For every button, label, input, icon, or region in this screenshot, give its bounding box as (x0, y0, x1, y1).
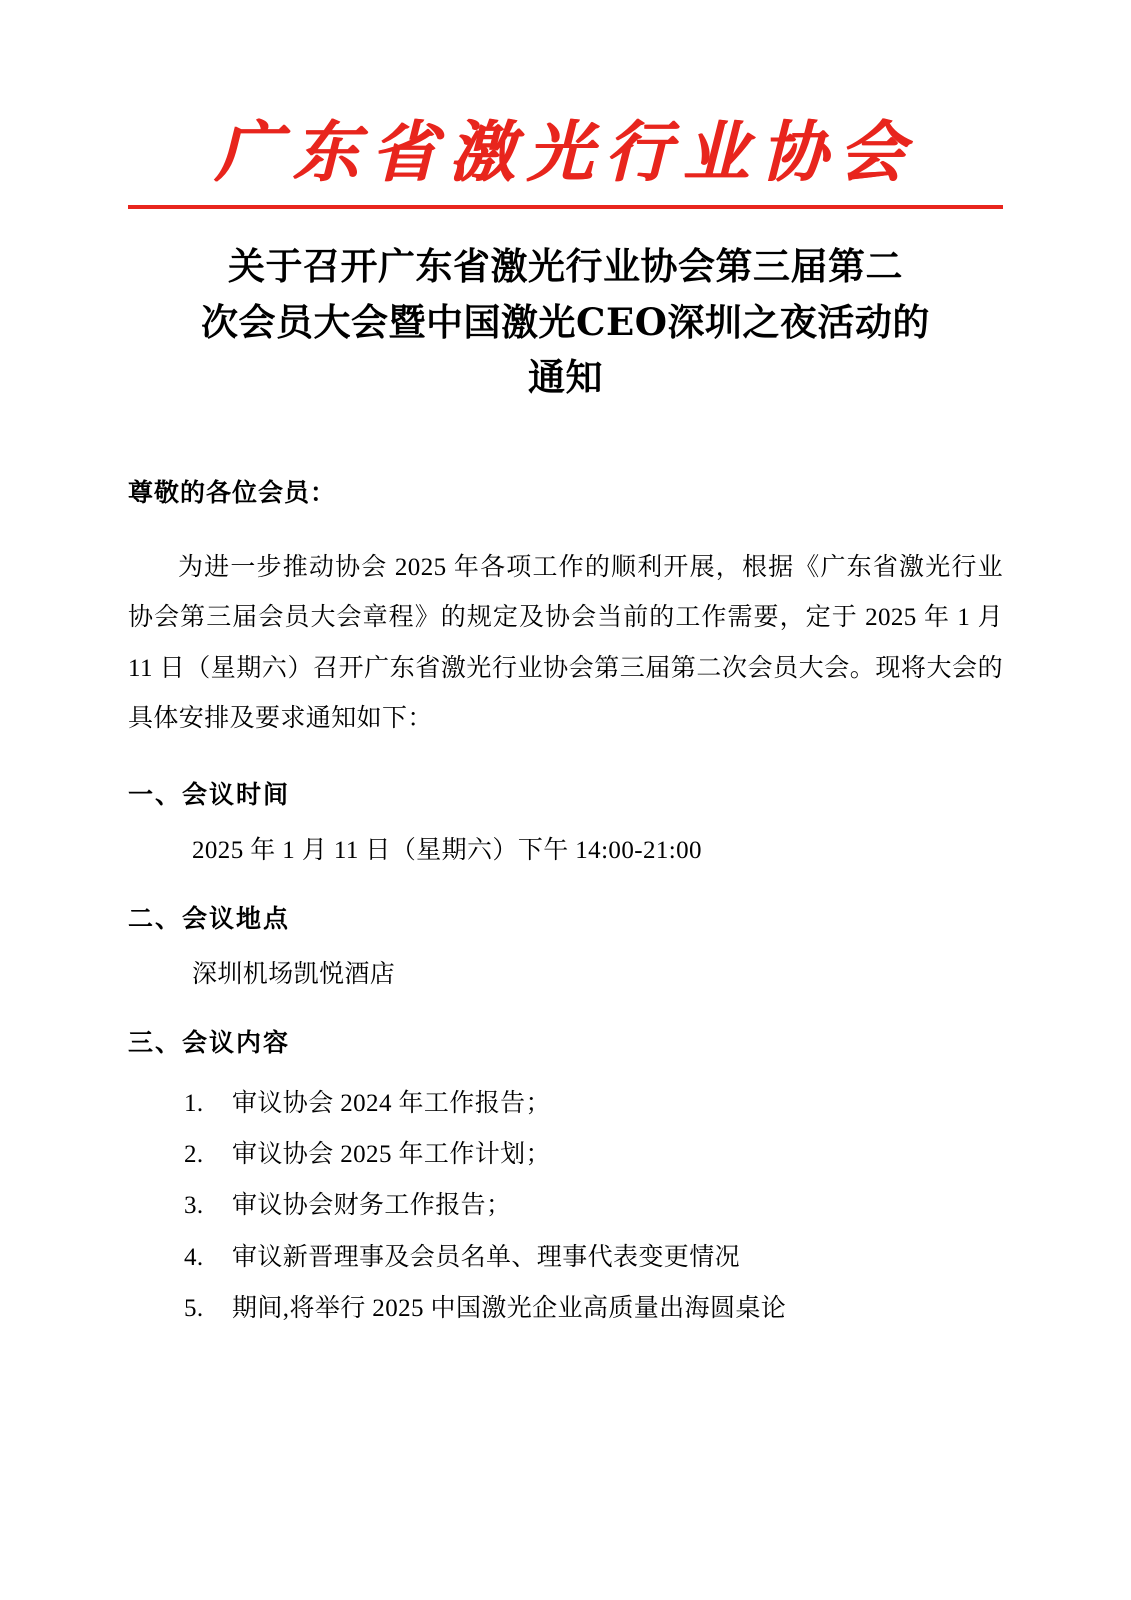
agenda-list (128, 1078, 1003, 1334)
list-item-number: 2. (184, 1141, 204, 1169)
list-item-number: 1. (184, 1089, 204, 1117)
list-item-label: 审议协会 2025 年工作计划； (232, 1141, 551, 1169)
list-item-number: 3. (184, 1192, 204, 1220)
letterhead-divider (128, 205, 1003, 209)
section-text-meeting-time: 2025 年 1 月 11 日（星期六）下午 14:00-21:00 (192, 836, 702, 864)
intro-paragraph: 为进一步推动协会 2025 年各项工作的顺利开展，根据《广东省激光行业协会第三届会员大会章程》的规定及协会当前的工作需要，定于 2025 年 1 月 11 日（星期六）召开广东省激光行业协会第三届第二次会员大会。现将大会的具体安排及要求通知如下： (128, 553, 1003, 733)
page-title-line-3: 通知 (528, 355, 603, 400)
document-body (128, 468, 1003, 1334)
salutation: 尊敬的各位会员： (128, 477, 337, 507)
list-item (184, 1232, 1003, 1283)
letterhead (128, 0, 1003, 209)
list-item (184, 1283, 1003, 1334)
section-heading-meeting-time: 一、会议时间 (128, 779, 291, 809)
page-title-line-1: 关于召开广东省激光行业协会第三届第二 (228, 244, 903, 289)
list-item-label: 审议新晋理事及会员名单、理事代表变更情况 (232, 1243, 741, 1271)
list-item-label: 审议协会财务工作报告； (232, 1192, 512, 1220)
section-text-meeting-location: 深圳机场凯悦酒店 (192, 960, 396, 988)
section-heading-meeting-location: 二、会议地点 (128, 903, 291, 933)
page-title-line-2: 次会员大会暨中国激光CEO深圳之夜活动的 (201, 299, 930, 344)
list-item-label: 期间,将举行 2025 中国激光企业高质量出海圆桌论 (232, 1294, 787, 1322)
list-item-number: 4. (184, 1243, 204, 1271)
page-title (128, 239, 1003, 406)
list-item (184, 1078, 1003, 1129)
organization-name: 广东省激光行业协会 (214, 113, 917, 191)
list-item (184, 1129, 1003, 1180)
list-item-label: 审议协会 2024 年工作报告； (232, 1089, 551, 1117)
list-item (184, 1180, 1003, 1231)
section-heading-meeting-agenda: 三、会议内容 (128, 1027, 291, 1057)
list-item-number: 5. (184, 1294, 204, 1322)
